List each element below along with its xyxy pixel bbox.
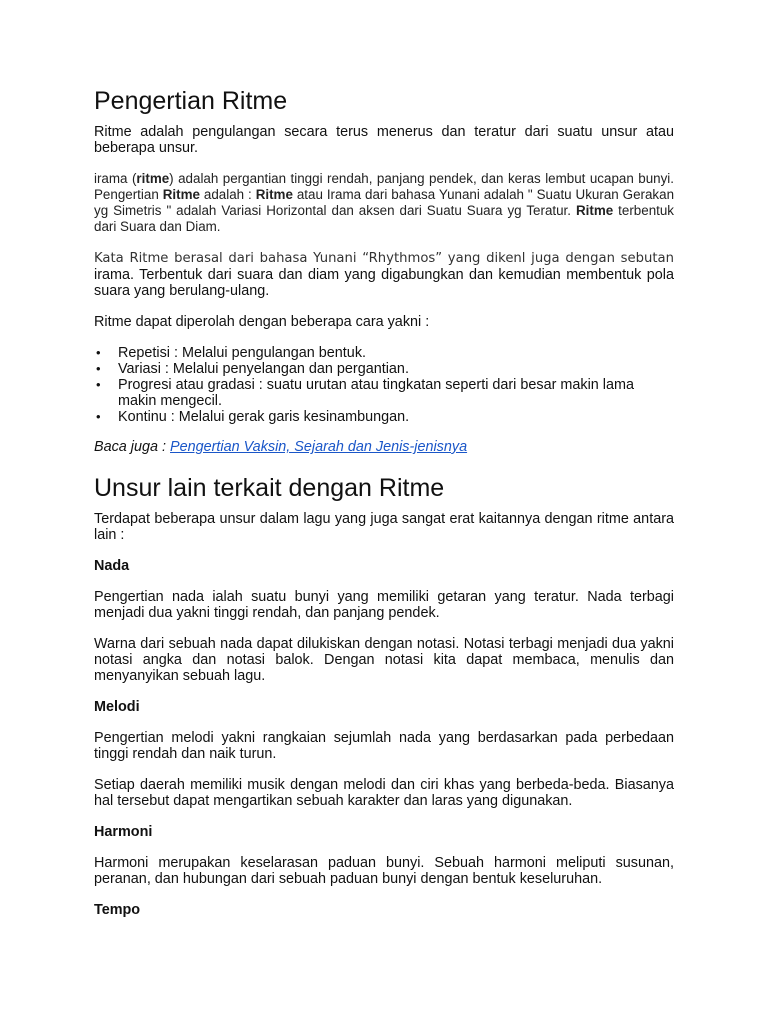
paragraph-unsur-intro: Terdapat beberapa unsur dalam lagu yang juga sangat erat kaitannya dengan ritme antara lain :: [94, 511, 674, 543]
bullet-list: [94, 345, 674, 425]
subheading-melodi: Melodi: [94, 699, 140, 715]
paragraph-melodi-1: Pengertian melodi yakni rangkaian sejumlah nada yang berdasarkan pada perbedaan tinggi rendah dan naik turun.: [94, 730, 674, 762]
baca-juga-label: Baca juga :: [94, 439, 171, 455]
text-span: ) adalah pergantian tinggi rendah, panjang pendek, dan keras lembut ucapan bunyi. Pengertian: [94, 171, 674, 202]
text-span: irama (: [94, 171, 137, 186]
paragraph-melodi-2: Setiap daerah memiliki musik dengan melodi dan ciri khas yang berbeda-beda. Biasanya hal tersebut dapat mengartikan sebuah karakter dan laras yang digunakan.: [94, 777, 674, 809]
subheading-harmoni: Harmoni: [94, 824, 153, 840]
paragraph-harmoni-1: Harmoni merupakan keselarasan paduan bunyi. Sebuah harmoni meliputi susunan, peranan, dan hubungan dari sebuah paduan bunyi dengan bentuk keseluruhan.: [94, 855, 674, 887]
bold-ritme: ritme: [136, 171, 170, 186]
text-span: adalah :: [199, 187, 256, 202]
bold-ritme: Ritme: [575, 203, 614, 218]
paragraph-irama: [94, 171, 674, 235]
bold-ritme: Ritme: [162, 187, 200, 202]
list-item: • Variasi : Melalui penyelangan dan pergantian.: [118, 361, 674, 377]
list-item: • Progresi atau gradasi : suatu urutan atau tingkatan seperti dari besar makin lama makin mengecil.: [118, 377, 674, 409]
paragraph-cara: Ritme dapat diperolah dengan beberapa cara yakni :: [94, 314, 430, 330]
list-item: • Repetisi : Melalui pengulangan bentuk.: [118, 345, 674, 361]
paragraph-ritme-definition: Ritme adalah pengulangan secara terus menerus dan teratur dari suatu unsur atau beberapa unsur.: [94, 124, 674, 156]
subheading-tempo: Tempo: [94, 902, 141, 918]
list-item: • Kontinu : Melalui gerak garis kesinambungan.: [118, 409, 674, 425]
text-span: terbentuk dari Suara dan Diam.: [94, 203, 675, 234]
text-span: irama. Terbentuk dari suara dan diam yang digabungkan dan kemudian membentuk pola suara yang berulang-ulang.: [94, 267, 674, 299]
paragraph-nada-1: Pengertian nada ialah suatu bunyi yang memiliki getaran yang teratur. Nada terbagi menjadi dua yakni tinggi rendah, dan panjang pendek.: [94, 589, 674, 621]
bold-ritme: Ritme: [255, 187, 293, 202]
link-pengertian-vaksin[interactable]: Pengertian Vaksin, Sejarah dan Jenis-jenisnya: [170, 439, 468, 455]
text-span: Kata Ritme berasal dari bahasa Yunani “Rhythmos” yang dikenl juga dengan sebutan: [94, 251, 674, 266]
paragraph-nada-2: Warna dari sebuah nada dapat dilukiskan dengan notasi. Notasi terbagi menjadi dua yakni notasi angka dan notasi balok. Dengan notasi kita dapat membaca, menulis dan menyanyikan sebuah lagu.: [94, 636, 674, 684]
heading-unsur-lain: Unsur lain terkait dengan Ritme: [94, 474, 445, 502]
subheading-nada: Nada: [94, 558, 130, 574]
heading-pengertian-ritme: Pengertian Ritme: [94, 87, 288, 115]
paragraph-rhythmos: [94, 250, 674, 299]
text-span: atau Irama dari bahasa Yunani adalah " Suatu Ukuran Gerakan yg Simetris " adalah Variasi Horizontal dan aksen dari Suatu Suara yg Teratur.: [94, 187, 675, 218]
baca-juga: [94, 439, 674, 455]
